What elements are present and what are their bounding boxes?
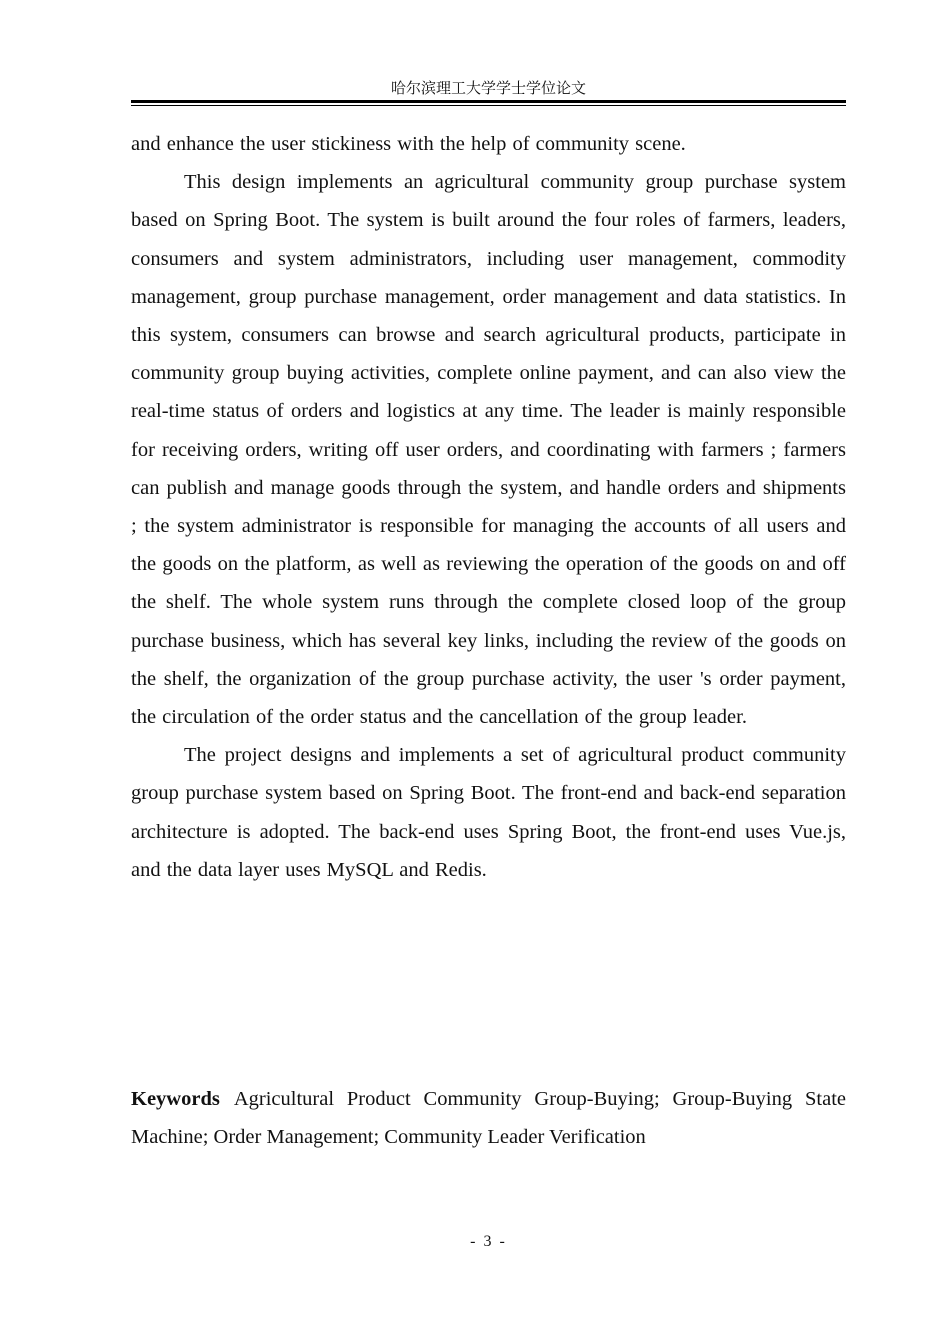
header-rule-thick bbox=[131, 100, 846, 103]
page-number: - 3 - bbox=[470, 1233, 507, 1250]
paragraph-architecture: The project designs and implements a set of agricultural product community group purchase system based on Spring Boot. The front-end and back-end separation architecture is adopted. The back-end uses Spring Boot, the front-end uses Vue.js, and the data layer uses MySQL and Redis. bbox=[131, 744, 846, 881]
keywords-text: Agricultural Product Community Group-Buying; Group-Buying State Machine; Order Management; Community Leader Verification bbox=[131, 1088, 846, 1149]
running-header: 哈尔滨理工大学学士学位论文 bbox=[390, 79, 586, 97]
abstract-body bbox=[131, 125, 846, 889]
paragraph-system-design: This design implements an agricultural community group purchase system based on Spring Boot. The system is built around the four roles of farmers, leaders, consumers and system administrators, including user management, commodity management, group purchase management, order management and data statistics. In this system, consumers can browse and search agricultural products, participate in community group buying activities, complete online payment, and can also view the real-time status of orders and logistics at any time. The leader is mainly responsible for receiving orders, writing off user orders, and coordinating with farmers ; farmers can publish and manage goods through the system, and handle orders and shipments ; the system administrator is responsible for managing the accounts of all users and the goods on the platform, as well as reviewing the operation of the goods on and off the shelf. The whole system runs through the complete closed loop of the group purchase business, which has several key links, including the review of the goods on the shelf, the organization of the group purchase activity, the user 's order payment, the circulation of the order status and the cancellation of the group leader. bbox=[131, 171, 846, 729]
paragraph-continuation: and enhance the user stickiness with the help of community scene. bbox=[131, 133, 686, 155]
keywords-label: Keywords bbox=[131, 1088, 220, 1110]
header-rule-thin bbox=[131, 105, 846, 106]
keywords-block bbox=[131, 1080, 846, 1156]
